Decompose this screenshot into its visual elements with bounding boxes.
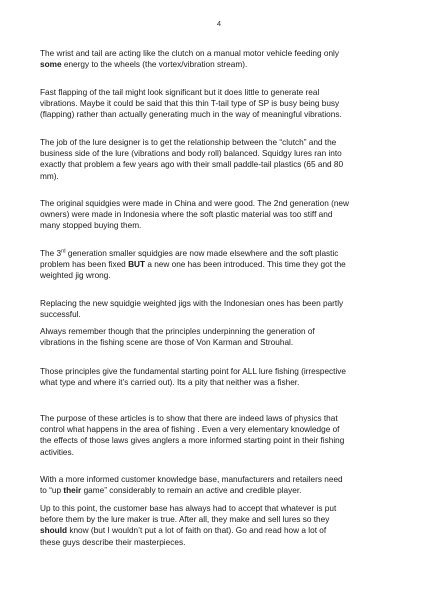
text-line (40, 98, 402, 109)
text-line (40, 298, 402, 309)
text-line (40, 159, 402, 170)
text-line (40, 337, 402, 348)
text-run: business side of the lure (vibrations and body roll) balanced. Squidgy lures ran into (40, 149, 342, 159)
text-line (40, 87, 402, 98)
text-line (40, 220, 402, 231)
text-line (40, 137, 402, 148)
text-run: exactly that problem a few years ago with their small paddle-tail plastics (65 and 80 (40, 160, 344, 170)
bold-text: some (40, 60, 62, 70)
text-line (40, 525, 402, 536)
text-line (40, 503, 402, 514)
text-line (40, 309, 402, 320)
text-run: owners) were made in Indonesia where the soft plastic material was too stiff and (40, 210, 333, 220)
paragraph-3 (40, 137, 402, 182)
bold-text: their (63, 486, 82, 496)
text-line (40, 259, 402, 270)
text-run: control what happens in the area of fishing . Even a very elementary knowledge of (40, 425, 340, 435)
text-run: generation smaller squidgies are now made elsewhere and the soft plastic (65, 249, 339, 258)
text-run: game” considerably to remain an active and credible player. (81, 486, 302, 496)
text-line (40, 514, 402, 525)
text-run: vibrations in the fishing scene are those of Von Karman and Strouhal. (40, 338, 294, 348)
paragraph-9 (40, 413, 402, 458)
text-run: Always remember though that the principles underpinning the generation of (40, 327, 315, 336)
text-run: The 3 (40, 249, 62, 258)
text-run: know (but I wouldn’t put a lot of faith on that). Go and read how a lot of (67, 526, 327, 536)
text-line (40, 48, 402, 59)
text-run: before them by the lure maker is true. After all, they make and sell lures so they (40, 515, 330, 525)
bold-text: BUT (128, 260, 146, 270)
text-line (40, 326, 402, 337)
text-line (40, 171, 402, 182)
text-run: The job of the lure designer is to get the relationship between the “clutch” and the (40, 138, 337, 147)
text-run: Fast flapping of the tail might look significant but it does little to generate real (40, 88, 320, 97)
text-run: a new one has been introduced. This time they got the (145, 260, 346, 270)
text-run: The original squidgies were made in China and were good. The 2nd generation (new (40, 199, 349, 208)
text-line (40, 537, 402, 548)
text-run: With a more informed customer knowledge base, manufacturers and retailers need (40, 475, 343, 484)
text-line (40, 485, 402, 496)
text-run: The purpose of these articles is to show that there are indeed laws of physics that (40, 414, 338, 423)
text-run: successful. (40, 310, 81, 320)
text-run: what type and where it’s carried out). Its a pity that neither was a fisher. (40, 378, 300, 388)
text-run: mm). (40, 171, 59, 181)
text-line (40, 435, 402, 446)
text-line (40, 248, 402, 259)
paragraph-11 (40, 503, 402, 548)
text-run: the effects of those laws gives anglers a more informed starting point in their fishing (40, 436, 345, 446)
text-run: these guys describe their masterpieces. (40, 537, 186, 547)
text-line (40, 413, 402, 424)
page-number: 4 (216, 19, 222, 28)
text-line (40, 209, 402, 220)
superscript-text: rd (61, 248, 66, 255)
paragraph-1 (40, 48, 402, 70)
text-line (40, 109, 402, 120)
text-line (40, 377, 402, 388)
text-line (40, 447, 402, 458)
text-line (40, 198, 402, 209)
paragraph-8 (40, 366, 402, 388)
text-line (40, 148, 402, 159)
text-line (40, 424, 402, 435)
text-run: problem has been fixed (40, 260, 129, 270)
bold-text: should (40, 526, 68, 536)
text-run: Up to this point, the customer base has always had to accept that whatever is put (40, 504, 337, 513)
paragraph-2 (40, 87, 402, 121)
text-run: Replacing the new squidgie weighted jigs with the Indonesian ones has been partly (40, 299, 344, 308)
text-run: vibrations. Maybe it could be said that this thin T-tail type of SP is busy being busy (40, 99, 340, 109)
paragraph-5 (40, 248, 402, 282)
text-run: many stopped buying them. (40, 221, 142, 231)
text-line (40, 366, 402, 377)
text-line (40, 59, 402, 70)
text-run: Those principles give the fundamental starting point for ALL lure fishing (irrespective (40, 367, 347, 376)
text-line (40, 474, 402, 485)
text-run: energy to the wheels (the vortex/vibration stream). (61, 60, 248, 70)
paragraph-10 (40, 474, 402, 496)
paragraph-4 (40, 198, 402, 232)
text-line (40, 270, 402, 281)
text-run: The wrist and tail are acting like the clutch on a manual motor vehicle feeding only (40, 49, 339, 58)
text-run: to “up (40, 486, 64, 496)
text-run: (flapping) rather than actually generating much in the way of meaningful vibrations. (40, 110, 342, 120)
paragraph-6 (40, 298, 402, 320)
text-run: weighted jig wrong. (40, 271, 111, 281)
text-run: activities. (40, 447, 74, 457)
paragraph-7 (40, 326, 402, 348)
